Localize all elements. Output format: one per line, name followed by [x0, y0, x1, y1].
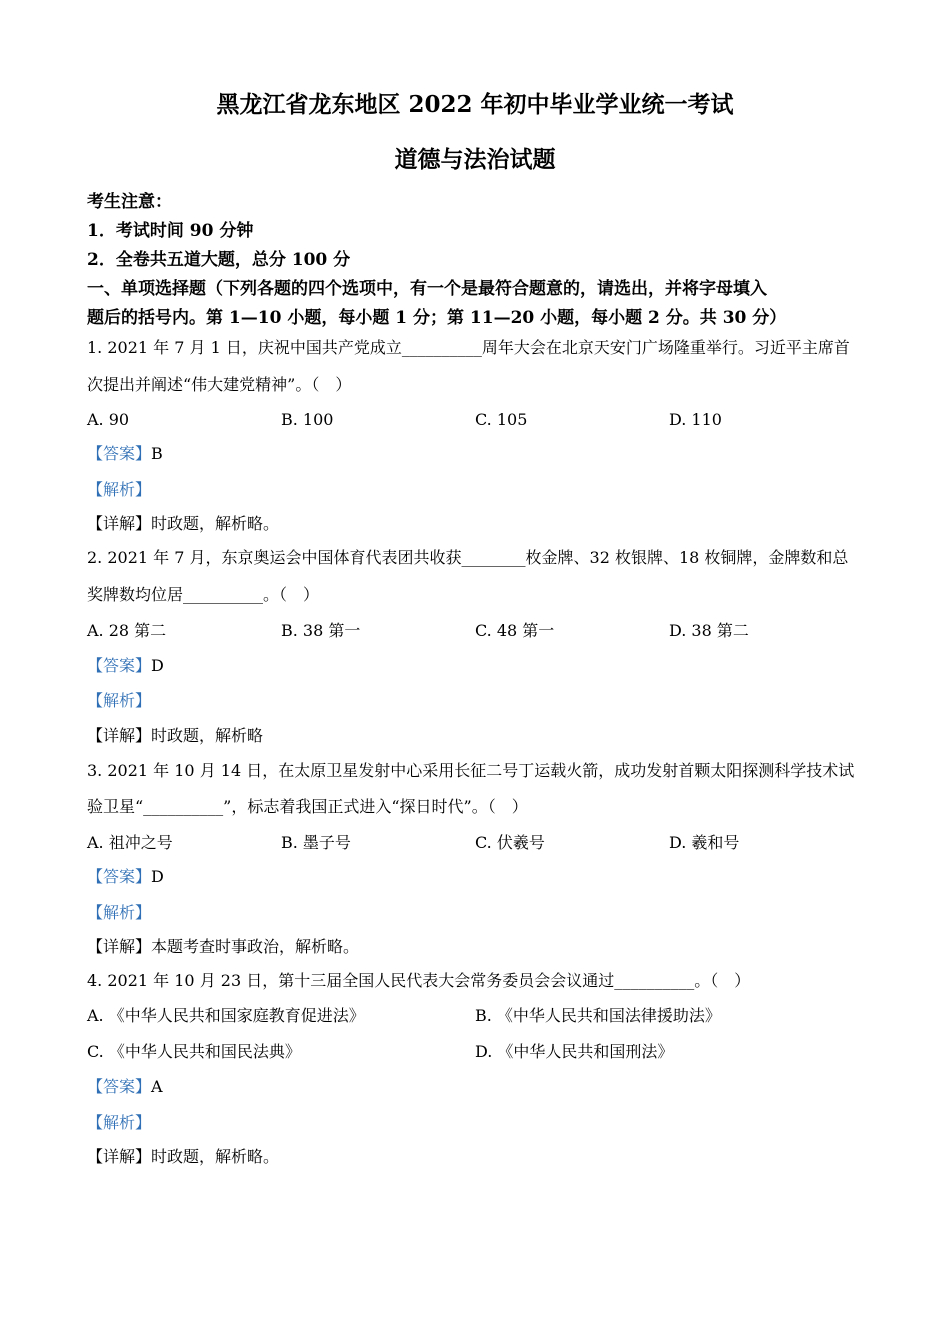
detail-text: 本题考查时事政治，解析略。	[151, 937, 360, 956]
question-3-option-b: B. 墨子号	[281, 833, 351, 852]
question-2-stem-line1: 2. 2021 年 7 月，东京奥运会中国体育代表团共收获________枚金牌、32 枚银牌、18 枚铜牌，金牌数和总	[87, 548, 849, 567]
answer-tag: 【答案】	[87, 1077, 152, 1096]
answer-value: D	[151, 867, 164, 886]
question-4-option-c: C. 《中华人民共和国民法典》	[87, 1042, 301, 1061]
question-4-analysis-tag: 【解析】	[87, 1113, 152, 1132]
question-4-option-a: A. 《中华人民共和国家庭教育促进法》	[87, 1006, 365, 1025]
notice-heading: 考生注意：	[87, 192, 172, 212]
answer-tag: 【答案】	[87, 444, 152, 463]
detail-tag: 【详解】	[87, 937, 152, 956]
exam-subtitle: 道德与法治试题	[394, 146, 556, 173]
question-4-answer	[87, 1077, 163, 1097]
answer-value: A	[151, 1077, 163, 1096]
exam-title: 黑龙江省龙东地区 2022 年初中毕业学业统一考试	[216, 91, 734, 118]
detail-tag: 【详解】	[87, 1147, 152, 1166]
detail-text: 时政题，解析略。	[151, 514, 280, 533]
answer-tag: 【答案】	[87, 656, 152, 675]
question-4-stem-line1: 4. 2021 年 10 月 23 日，第十三届全国人民代表大会常务委员会会议通过__________。（ ）	[87, 971, 751, 990]
question-2-option-c: C. 48 第一	[475, 621, 555, 640]
question-2-option-d: D. 38 第二	[669, 621, 749, 640]
detail-text: 时政题，解析略	[151, 726, 264, 745]
question-3-detail	[87, 937, 359, 957]
question-1-option-b: B. 100	[281, 410, 334, 429]
question-4-detail	[87, 1147, 279, 1167]
question-3-stem-line2: 验卫星“__________”，标志着我国正式进入“探日时代”。（ ）	[87, 797, 528, 816]
question-1-analysis-tag: 【解析】	[87, 480, 152, 499]
question-3-option-c: C. 伏羲号	[475, 833, 545, 852]
answer-value: D	[151, 656, 164, 675]
question-2-option-a: A. 28 第二	[87, 621, 167, 640]
question-1-option-c: C. 105	[475, 410, 528, 429]
question-3-answer	[87, 867, 164, 887]
detail-tag: 【详解】	[87, 514, 152, 533]
detail-tag: 【详解】	[87, 726, 152, 745]
question-2-option-b: B. 38 第一	[281, 621, 361, 640]
question-3-option-a: A. 祖冲之号	[87, 833, 173, 852]
section-instructions-line1: 一、单项选择题（下列各题的四个选项中，有一个是最符合题意的，请选出，并将字母填入	[87, 279, 767, 299]
question-4-option-b: B. 《中华人民共和国法律援助法》	[475, 1006, 721, 1025]
section-instructions-line2: 题后的括号内。第 1—10 小题，每小题 1 分；第 11—20 小题，每小题 2 分。共 30 分）	[87, 308, 787, 328]
question-2-answer	[87, 656, 164, 676]
question-3-option-d: D. 羲和号	[669, 833, 740, 852]
answer-value: B	[151, 444, 163, 463]
question-1-option-a: A. 90	[87, 410, 130, 429]
question-3-analysis-tag: 【解析】	[87, 903, 152, 922]
question-1-stem-line2: 次提出并阐述“伟大建党精神”。（ ）	[87, 375, 352, 394]
question-1-stem-line1: 1. 2021 年 7 月 1 日，庆祝中国共产党成立__________周年大会在北京天安门广场隆重举行。习近平主席首	[87, 338, 850, 357]
question-4-option-d: D. 《中华人民共和国刑法》	[475, 1042, 674, 1061]
question-2-stem-line2: 奖牌数均位居__________。（ ）	[87, 585, 320, 604]
question-2-analysis-tag: 【解析】	[87, 691, 152, 710]
question-2-detail	[87, 726, 263, 746]
question-1-option-d: D. 110	[669, 410, 722, 429]
notice-item-time: 1．考试时间 90 分钟	[87, 221, 254, 241]
question-1-answer	[87, 444, 163, 464]
question-3-stem-line1: 3. 2021 年 10 月 14 日，在太原卫星发射中心采用长征二号丁运载火箭，成功发射首颗太阳探测科学技术试	[87, 761, 855, 780]
detail-text: 时政题，解析略。	[151, 1147, 280, 1166]
notice-item-score: 2．全卷共五道大题，总分 100 分	[87, 250, 351, 270]
question-1-detail	[87, 514, 279, 534]
answer-tag: 【答案】	[87, 867, 152, 886]
